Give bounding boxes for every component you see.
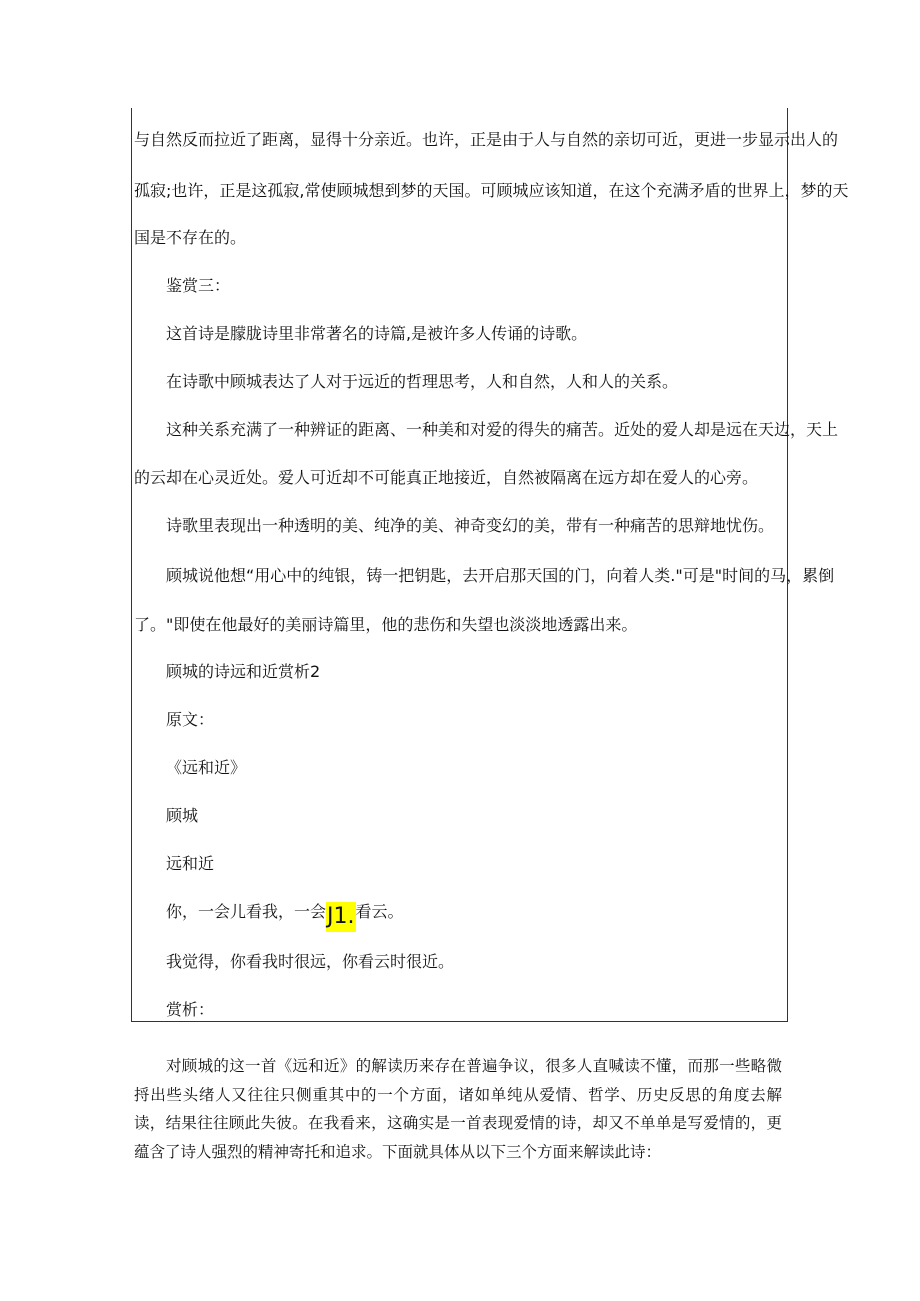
poem-title: 《远和近》 <box>166 758 247 777</box>
original-label: 原文： <box>166 710 215 729</box>
closing-paragraph: 对顾城的这一首《远和近》的解读历来存在普遍争议，很多人直喊读不懂，而那一些略微捋出些头绪人又往往只侧重其中的一个方面，诸如单纯从爱情、哲学、历史反思的角度去解读，结果往往顾此失彼。在我看来，这确实是一首表现爱情的诗，却又不单单是写爱情的，更蕴含了诗人强烈的精神寄托和追求。下面就具体从以下三个方面来解读此诗： <box>134 1057 782 1161</box>
poem-line: 我觉得，你看我时很远，你看云时很近。 <box>166 952 455 971</box>
paragraph-line: 国是不存在的。 <box>134 228 247 247</box>
paragraph-line: 与自然反而拉近了距离，显得十分亲近。也许，正是由于人与自然的亲切可近，更进一步显示出人的 <box>134 130 839 149</box>
section-heading: 鉴赏三： <box>166 276 231 295</box>
paragraph-line: 诗歌里表现出一种透明的美、纯净的美、神奇变幻的美，带有一种痛苦的思辩地忧伤。 <box>166 516 775 535</box>
poem-line <box>166 902 404 932</box>
paragraph-line: 孤寂;也许，正是这孤寂,常使顾城想到梦的天国。可顾城应该知道，在这个充满矛盾的世界上，梦的天 <box>134 181 849 200</box>
paragraph-line: 的云却在心灵近处。爱人可近却不可能真正地接近，自然被隔离在远方却在爱人的心旁。 <box>134 468 759 487</box>
paragraph-line: 在诗歌中顾城表达了人对于远近的哲理思考，人和自然，人和人的关系。 <box>166 372 679 391</box>
poem-title-line: 远和近 <box>166 854 215 873</box>
poem-line-start: 你，一会儿看我，一会 <box>166 902 327 921</box>
paragraph-line: 这首诗是朦胧诗里非常著名的诗篇,是被许多人传诵的诗歌。 <box>166 324 588 343</box>
section-heading: 顾城的诗远和近赏析2 <box>166 662 321 681</box>
appreciation-label: 赏析： <box>166 1000 215 1019</box>
paragraph-line: 顾城说他想“用心中的纯银，铸一把钥匙，去开启那天国的门，向着人类."可是"时间的马，累倒 <box>166 566 835 585</box>
paragraph-line: 了。"即使在他最好的美丽诗篇里，他的悲伤和失望也淡淡地透露出来。 <box>134 615 638 634</box>
paragraph-line: 这种关系充满了一种辨证的距离、一种美和对爱的得失的痛苦。近处的爱人却是远在天边，天上 <box>166 420 839 439</box>
poem-line-end: 看云。 <box>355 902 404 921</box>
highlighted-text: J1. <box>326 902 355 932</box>
poem-author: 顾城 <box>166 806 199 825</box>
